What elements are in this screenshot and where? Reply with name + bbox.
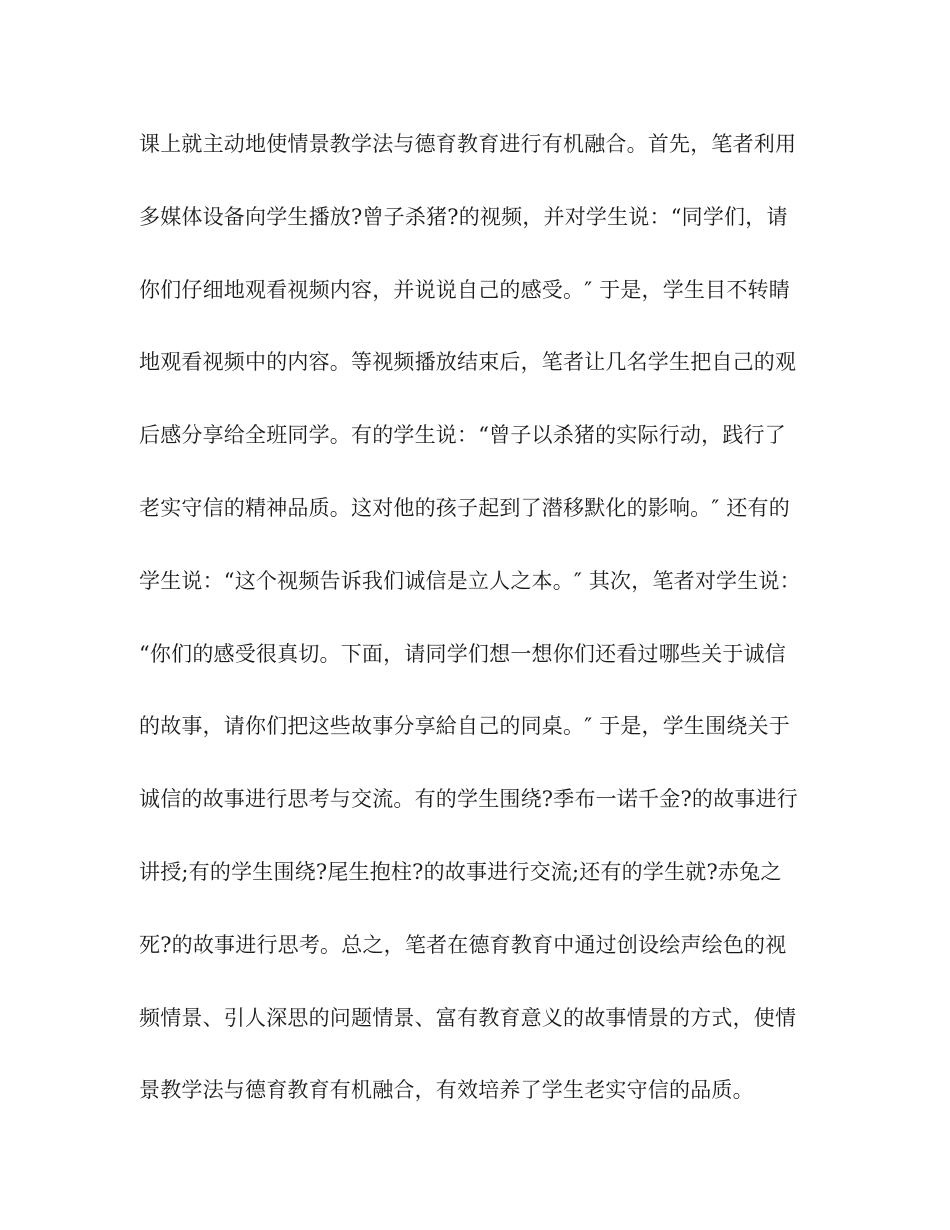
text-line: 诚信的故事进行思考与交流。有的学生围绕?季布一诺千金?的故事进行 — [139, 787, 798, 812]
body-paragraph — [139, 124, 839, 1143]
text-line: 多媒体设备向学生播放?曾子杀猪?的视频，并对学生说：“同学们，请 — [139, 204, 788, 229]
text-line: 的故事，请你们把这些故事分享給自己的同桌。″ 于是，学生围绕关于 — [139, 714, 790, 739]
text-line: 死?的故事进行思考。总之，笔者在德育教育中通过创设绘声绘色的视 — [139, 932, 787, 957]
text-line: 你们仔细地观看视频内容，并说说自己的感受。″ 于是，学生目不转睛 — [139, 277, 790, 302]
text-line: 后感分享给全班同学。有的学生说：“曾子以杀猪的实际行动，践行了 — [139, 423, 786, 448]
text-line: 地观看视频中的内容。等视频播放结束后，笔者让几名学生把自己的观 — [139, 350, 797, 375]
text-line: 讲授;有的学生围绕?尾生抱柱?的故事进行交流;还有的学生就?赤兔之 — [139, 859, 782, 884]
text-line: 课上就主动地使情景教学法与德育教育进行有机融合。首先，笔者利用 — [139, 132, 797, 156]
text-line: 老实守信的精神品质。这对他的孩子起到了潜移默化的影响。″ 还有的 — [139, 495, 790, 520]
text-line: “你们的感受很真切。下面，请同学们想一想你们还看过哪些关于诚信 — [139, 641, 786, 666]
text-line: 学生说：“这个视频告诉我们诚信是立人之本。″ 其次，笔者对学生说： — [139, 568, 801, 593]
text-line: 景教学法与德育教育有机融合，有效培养了学生老实守信的品质。 — [139, 1078, 754, 1103]
text-line: 频情景、引人深思的问题情景、富有教育意义的故事情景的方式，使情 — [139, 1005, 797, 1030]
